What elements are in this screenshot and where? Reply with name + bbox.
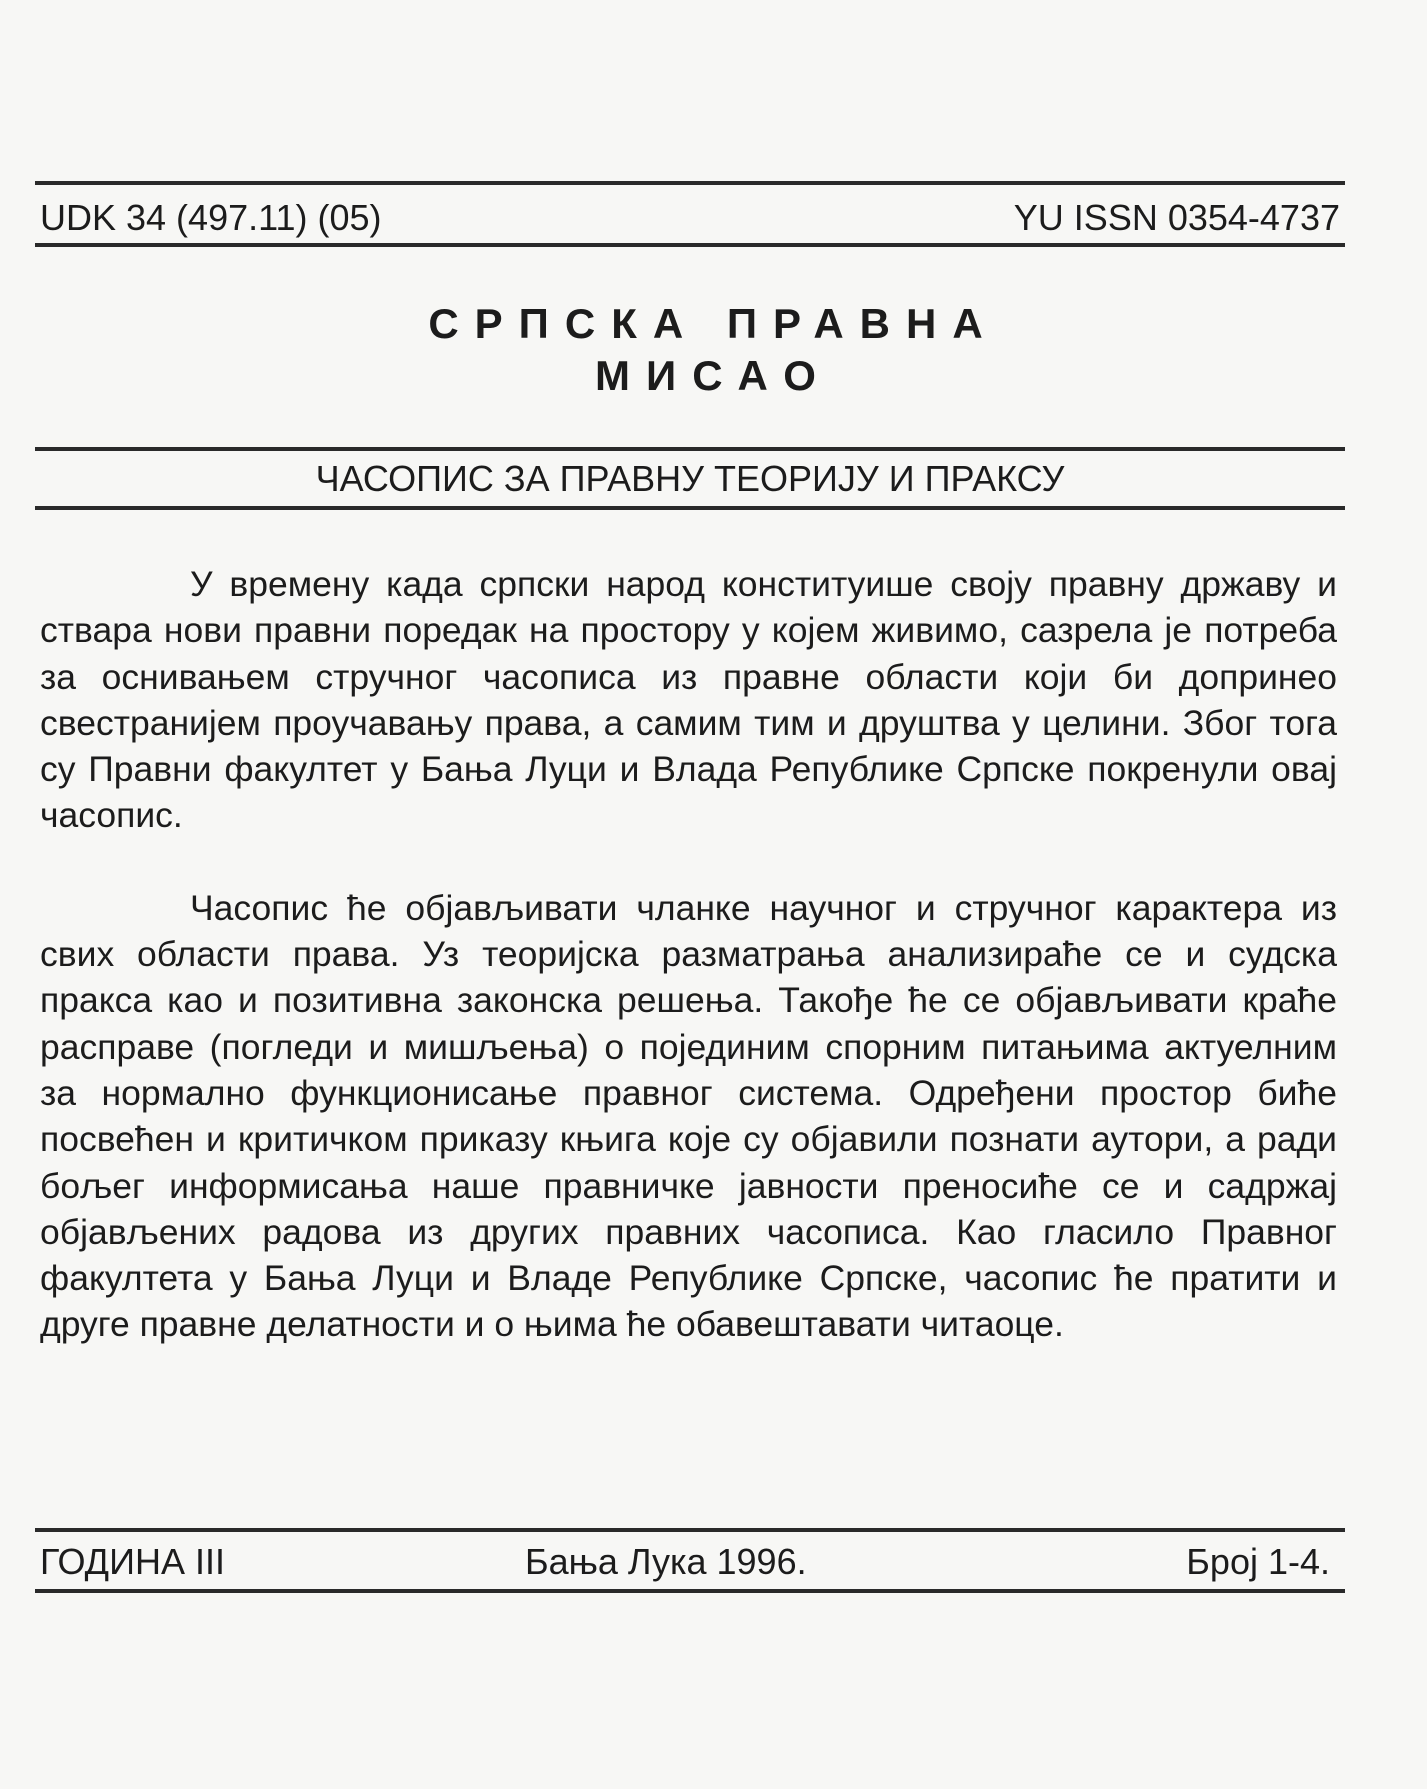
journal-subtitle: ЧАСОПИС ЗА ПРАВНУ ТЕОРИЈУ И ПРАКСУ: [315, 458, 1065, 499]
editorial-paragraph-2: Часопис ће објављивати чланке научног и стручног карактера из свих области права. Уз теоријска разматрања анализираће се и судска пракса као и позитивна законска решења. Такође ће се објављивати краће расправе (погледи и мишљења) о појединим спорним питањима актуелним за нормално функционисање правног система. Одређени простор биће посвећен и критичком приказу књига које су објавили познати аутори, а ради бољег информисања наше правничке јавности преносиће се и садржај објављених радова из других правних часописа. Као гласило Правног факултета у Бања Луци и Владе Републике Српске, часопис ће пратити и друге правне делатности и о њима ће обавештавати читаоце.: [40, 887, 1337, 1345]
footer-bottom-rule: [35, 1589, 1345, 1593]
udk-code: UDK 34 (497.11) (05): [40, 197, 382, 238]
editorial-paragraph-1: У времену када српски народ конституише своју правну државу и ствара нови правни поредак на простору у којем живимо, сазрела је потреба за оснивањем стручног часописа из правне области који би допринео свестранијем проучавању права, а самим тим и друштва у целини. Због тога су Правни факултет у Бања Луци и Влада Републике Српске покренули овај часопис.: [40, 564, 1337, 836]
place-and-date: Бања Лука 1996.: [525, 1541, 807, 1582]
footer-top-rule: [35, 1528, 1345, 1532]
subtitle-bottom-rule: [35, 506, 1345, 510]
subtitle-top-rule: [35, 447, 1345, 451]
issn-code: YU ISSN 0354-4737: [1013, 197, 1340, 238]
issue-number: Број 1-4.: [1186, 1541, 1330, 1582]
volume-year: ГОДИНА III: [40, 1541, 225, 1582]
journal-title-line-2: МИСАО: [595, 352, 832, 399]
header-meta-row: [40, 196, 1340, 240]
journal-title-line-1: СРПСКА ПРАВНА: [428, 300, 999, 347]
top-rule: [35, 181, 1345, 185]
editorial-text: [40, 561, 1337, 1348]
header-bottom-rule: [35, 243, 1345, 247]
